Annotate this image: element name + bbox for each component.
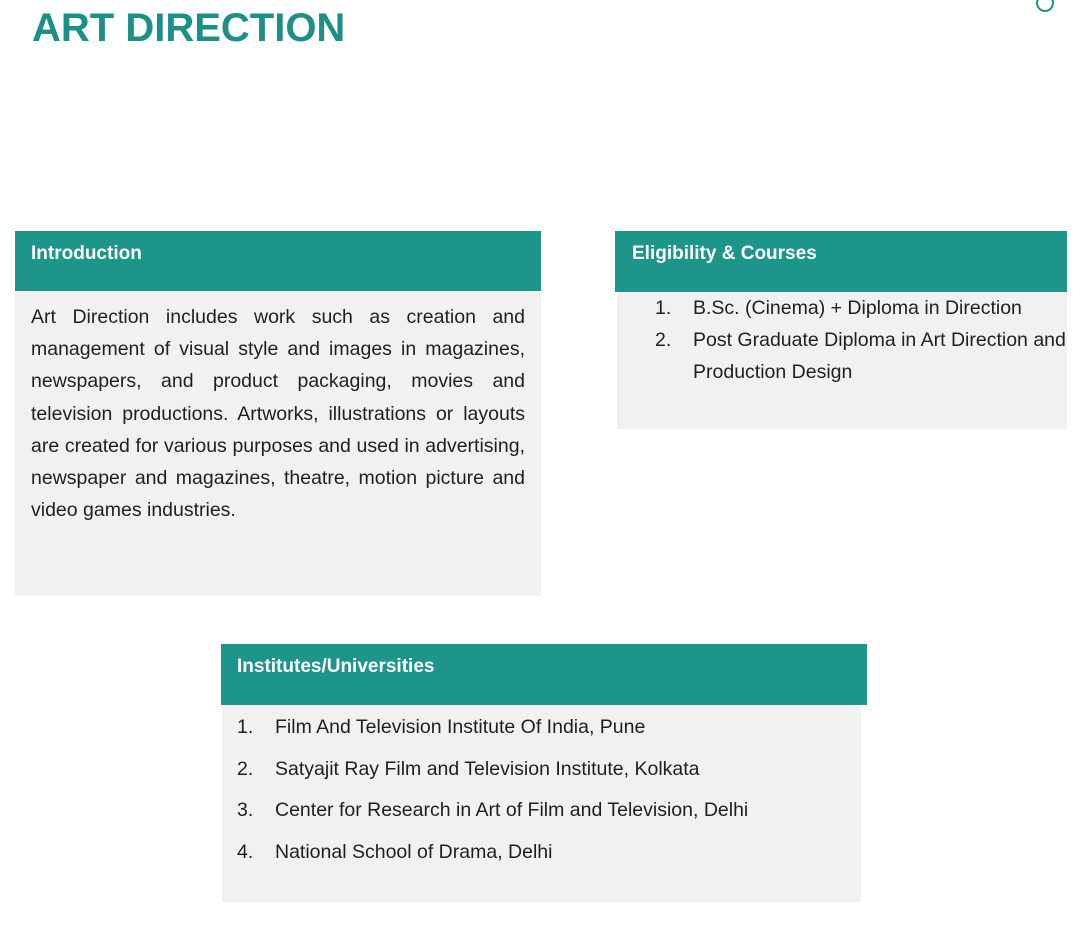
list-item	[222, 836, 861, 868]
list-number: 3.	[237, 799, 254, 822]
introduction-heading: Introduction	[15, 231, 541, 291]
list-item	[617, 324, 1067, 388]
institutes-heading: Institutes/Universities	[221, 644, 867, 705]
eligibility-list	[617, 292, 1067, 388]
loading-ring-icon	[1033, 0, 1056, 15]
institutes-panel	[222, 705, 861, 902]
list-item	[222, 711, 861, 743]
list-item-text: B.Sc. (Cinema) + Diploma in Direction	[693, 297, 1022, 319]
list-item-text: Film And Television Institute Of India, Pune	[275, 716, 646, 738]
list-item-text: National School of Drama, Delhi	[275, 840, 553, 863]
introduction-panel	[15, 291, 541, 596]
list-item-text: Post Graduate Diploma in Art Direction and Production Design	[693, 329, 1066, 383]
list-number: 1.	[237, 716, 254, 738]
list-item-text: Satyajit Ray Film and Television Institute, Kolkata	[275, 757, 700, 780]
introduction-text: Art Direction includes work such as creation and management of visual style and images in magazines, newspapers, and product packaging, movies and television productions. Artworks, illustrations or layouts are created for various purposes and used in advertising, newspaper and magazines, theatre, motion picture and video games industries.	[31, 306, 525, 522]
list-item	[222, 794, 861, 826]
list-number: 2.	[655, 329, 672, 351]
list-number: 4.	[237, 840, 254, 863]
list-item	[617, 292, 1067, 324]
eligibility-heading: Eligibility & Courses	[615, 231, 1067, 292]
list-number: 2.	[237, 757, 254, 780]
list-item	[222, 753, 861, 785]
list-item-text: Center for Research in Art of Film and Television, Delhi	[275, 799, 749, 822]
list-number: 1.	[655, 297, 672, 319]
eligibility-panel	[617, 292, 1067, 429]
page-title: ART DIRECTION	[32, 6, 346, 50]
institutes-list	[222, 705, 861, 868]
